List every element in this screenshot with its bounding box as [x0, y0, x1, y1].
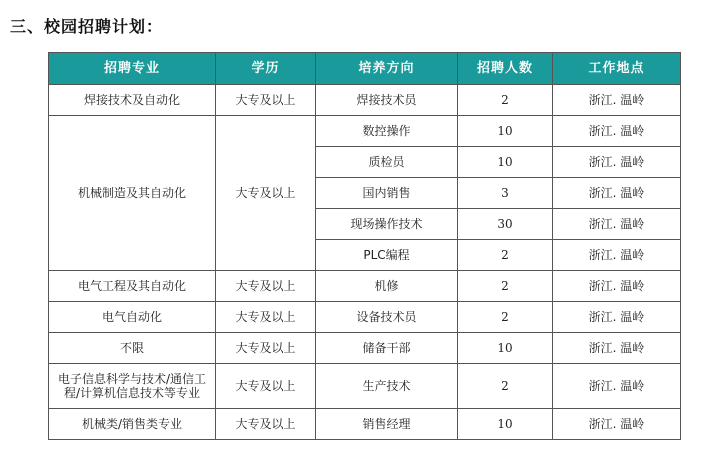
table-row	[49, 85, 681, 116]
direction-cell: PLC编程	[316, 240, 458, 271]
education-cell: 大专及以上	[216, 116, 316, 271]
direction-cell: 设备技术员	[316, 302, 458, 333]
direction-cell: 储备干部	[316, 333, 458, 364]
location-cell: 浙江. 温岭	[553, 364, 681, 409]
count-cell: 10	[458, 409, 553, 440]
major-cell: 电子信息科学与技术/通信工程/计算机信息技术等专业	[49, 364, 216, 409]
direction-cell: 质检员	[316, 147, 458, 178]
count-cell: 2	[458, 240, 553, 271]
major-cell: 不限	[49, 333, 216, 364]
location-cell: 浙江. 温岭	[553, 333, 681, 364]
direction-cell: 国内销售	[316, 178, 458, 209]
table-body	[49, 85, 681, 440]
major-cell: 焊接技术及自动化	[49, 85, 216, 116]
count-cell: 10	[458, 116, 553, 147]
direction-cell: 销售经理	[316, 409, 458, 440]
table-row	[49, 364, 681, 409]
recruitment-plan-table	[48, 52, 681, 440]
count-cell: 2	[458, 271, 553, 302]
education-cell: 大专及以上	[216, 409, 316, 440]
education-cell: 大专及以上	[216, 85, 316, 116]
direction-cell: 现场操作技术	[316, 209, 458, 240]
table-row	[49, 271, 681, 302]
location-cell: 浙江. 温岭	[553, 271, 681, 302]
count-cell: 2	[458, 85, 553, 116]
count-cell: 10	[458, 147, 553, 178]
location-cell: 浙江. 温岭	[553, 178, 681, 209]
location-cell: 浙江. 温岭	[553, 209, 681, 240]
count-cell: 3	[458, 178, 553, 209]
major-cell: 机械类/销售类专业	[49, 409, 216, 440]
education-cell: 大专及以上	[216, 333, 316, 364]
count-cell: 10	[458, 333, 553, 364]
location-cell: 浙江. 温岭	[553, 302, 681, 333]
header-row	[49, 53, 681, 85]
count-cell: 2	[458, 302, 553, 333]
location-cell: 浙江. 温岭	[553, 409, 681, 440]
education-cell: 大专及以上	[216, 271, 316, 302]
table-row	[49, 116, 681, 147]
table-row	[49, 409, 681, 440]
header-location: 工作地点	[553, 53, 681, 85]
table-row	[49, 302, 681, 333]
section-heading: 三、校园招聘计划：	[10, 17, 164, 36]
major-cell: 电气工程及其自动化	[49, 271, 216, 302]
header-direction: 培养方向	[316, 53, 458, 85]
count-cell: 30	[458, 209, 553, 240]
header-education: 学历	[216, 53, 316, 85]
education-cell: 大专及以上	[216, 364, 316, 409]
location-cell: 浙江. 温岭	[553, 147, 681, 178]
major-cell: 电气自动化	[49, 302, 216, 333]
major-cell: 机械制造及其自动化	[49, 116, 216, 271]
education-cell: 大专及以上	[216, 302, 316, 333]
location-cell: 浙江. 温岭	[553, 240, 681, 271]
location-cell: 浙江. 温岭	[553, 85, 681, 116]
header-major: 招聘专业	[49, 53, 216, 85]
table-row	[49, 333, 681, 364]
direction-cell: 焊接技术员	[316, 85, 458, 116]
direction-cell: 生产技术	[316, 364, 458, 409]
direction-cell: 机修	[316, 271, 458, 302]
direction-cell: 数控操作	[316, 116, 458, 147]
table-header	[49, 53, 681, 85]
count-cell: 2	[458, 364, 553, 409]
header-count: 招聘人数	[458, 53, 553, 85]
location-cell: 浙江. 温岭	[553, 116, 681, 147]
